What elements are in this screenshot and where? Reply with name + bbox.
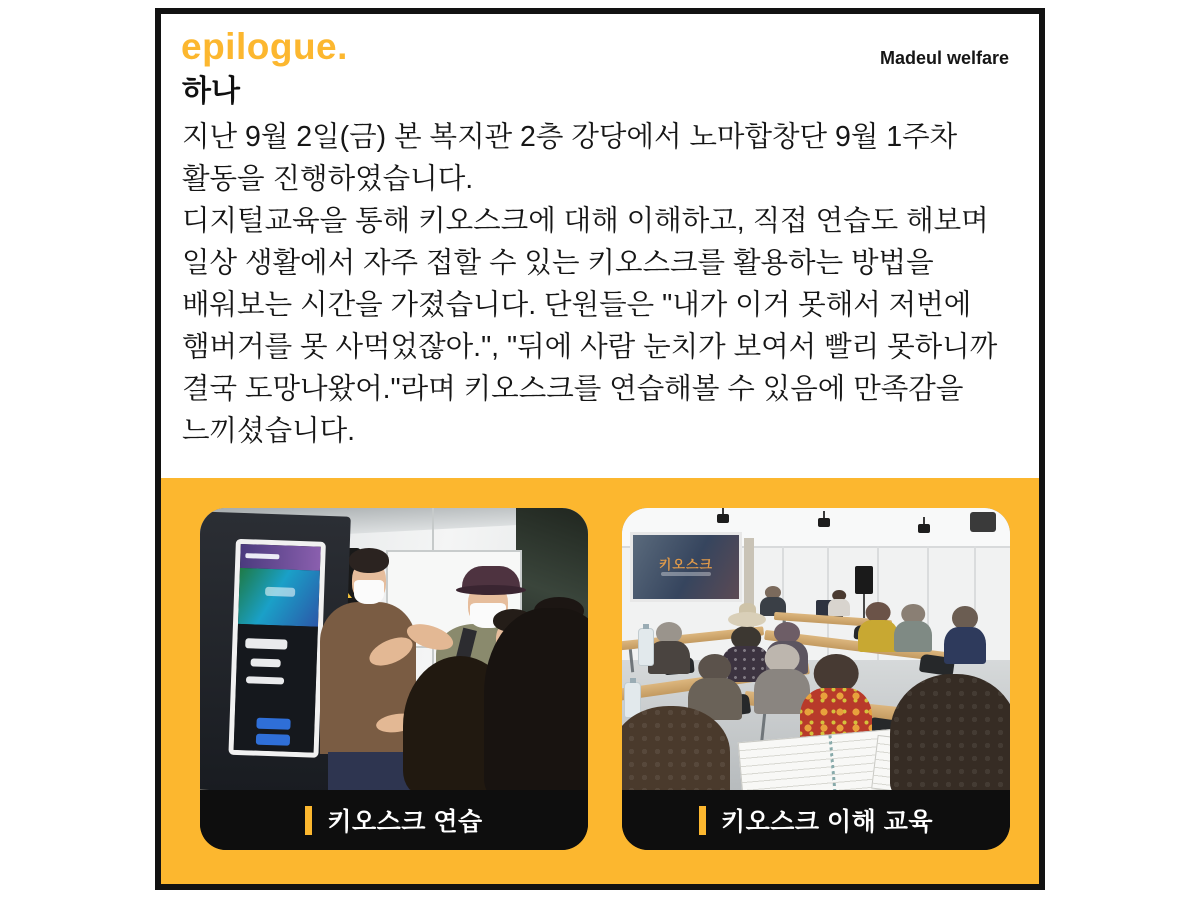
audience-member xyxy=(648,622,690,674)
kiosk-screen xyxy=(234,544,321,753)
brand-wordmark: epilogue. xyxy=(181,26,348,67)
kiosk-screen-header xyxy=(240,544,321,571)
audience-member xyxy=(894,604,932,652)
photo-card-kiosk-practice xyxy=(200,508,588,850)
caption-bar xyxy=(200,790,588,850)
article-line: 디지털교육을 통해 키오스크에 대해 이해하고, 직접 연습도 해보며 xyxy=(182,205,989,237)
track-light xyxy=(717,514,729,523)
article-line: 지난 9월 2일(금) 본 복지관 2층 강당에서 노마합창단 9월 1주차 xyxy=(182,121,958,153)
instructor-pants xyxy=(328,752,410,790)
kiosk-education-photo xyxy=(622,508,1010,790)
water-bottle xyxy=(638,628,654,666)
foreground-head xyxy=(484,608,588,790)
kiosk-ui-chip xyxy=(251,658,281,667)
kiosk-ui-button xyxy=(256,734,290,746)
photo-gallery-band xyxy=(161,478,1039,884)
article-line: 결국 도망나왔어."라며 키오스크를 연습해볼 수 있음에 만족감을 xyxy=(182,373,964,405)
caption-bar xyxy=(622,790,1010,850)
kiosk-screen-frame xyxy=(228,539,325,758)
track-light xyxy=(918,524,930,533)
audience-member xyxy=(858,602,898,652)
article-line: 느끼셨습니다. xyxy=(182,415,356,447)
kiosk-ui-button xyxy=(256,718,290,730)
newsletter-card xyxy=(155,8,1045,890)
track-light xyxy=(818,518,830,527)
article-line: 햄버거를 못 사먹었잖아.", "뒤에 사람 눈치가 보여서 빨리 못하니까 xyxy=(182,331,998,363)
speaker-on-stand xyxy=(855,566,873,594)
photo-caption: 키오스크 연습 xyxy=(327,808,483,836)
article-body xyxy=(182,116,1024,452)
article-line: 일상 생활에서 자주 접할 수 있는 키오스크를 활용하는 방법을 xyxy=(182,247,934,279)
photo-caption: 키오스크 이해 교육 xyxy=(720,808,934,836)
instructor-face xyxy=(352,560,386,602)
kiosk-ui-chip xyxy=(245,638,287,649)
projector-screen xyxy=(630,532,742,602)
assistant xyxy=(828,590,850,616)
caption-accent-bar xyxy=(699,806,706,835)
article-line: 배워보는 시간을 가졌습니다. 단원들은 "내가 이거 못해서 저번에 xyxy=(182,289,972,321)
caption-accent-bar xyxy=(305,806,312,835)
kiosk-practice-photo xyxy=(200,508,588,790)
kiosk-screen-body xyxy=(234,624,318,753)
sun-hat-brim xyxy=(728,612,766,627)
ceiling-speaker xyxy=(970,512,996,532)
page-title: 하나 xyxy=(182,75,240,108)
slide-title: 키오스크 xyxy=(658,556,714,572)
publisher-label: Madeul welfare xyxy=(879,48,1009,68)
article-line: 활동을 진행하였습니다. xyxy=(182,163,474,195)
baseball-cap xyxy=(462,566,520,592)
photo-card-kiosk-education xyxy=(622,508,1010,850)
kiosk-ui-chip xyxy=(246,676,284,684)
foreground-head xyxy=(890,674,1010,790)
audience-member xyxy=(944,606,986,664)
kiosk-screen-image xyxy=(238,568,320,627)
